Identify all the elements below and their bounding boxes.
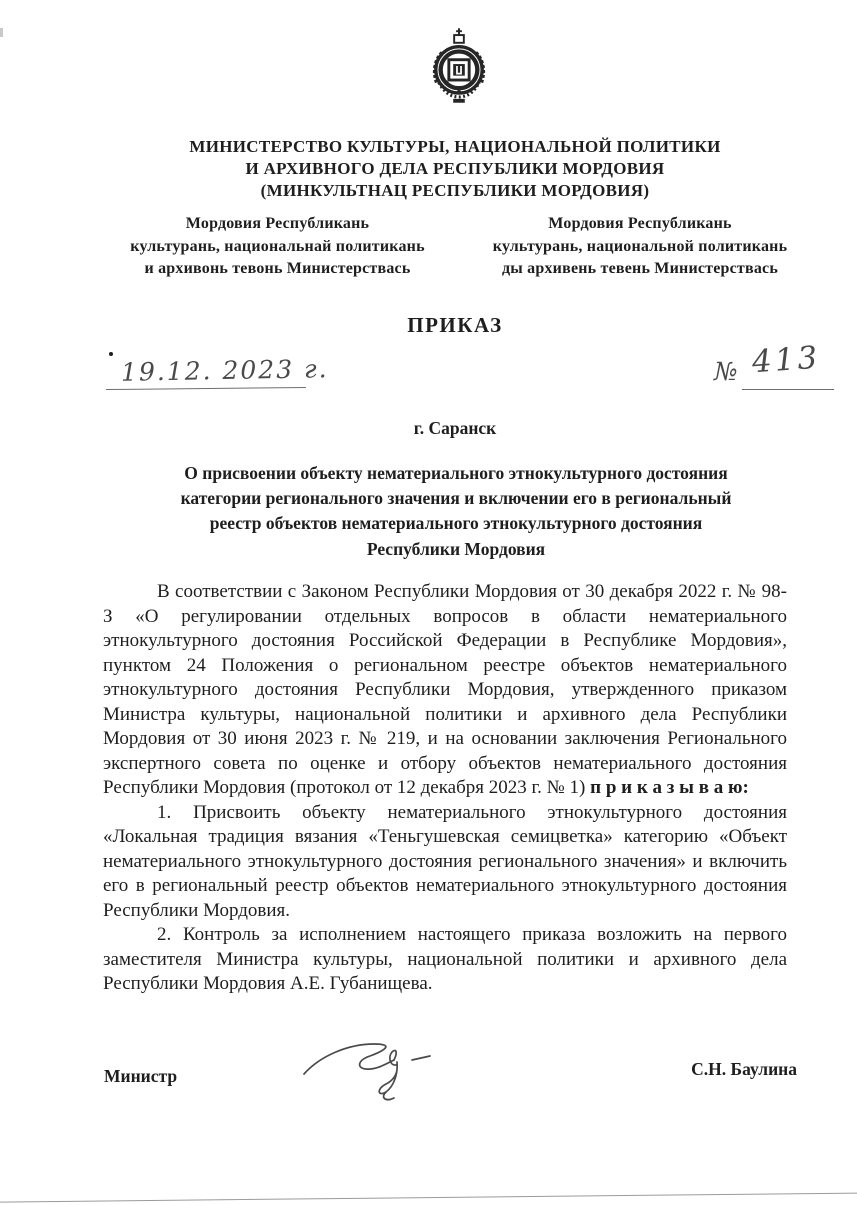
preamble-text: В соответствии с Законом Республики Мордовия от 30 декабря 2022 г. № 98-З «О регулировании отдельных вопросов в области нематериального этнокультурного достояния Российской Федерации в Республике Мордовия», пунктом 24 Положения о региональном реестре объектов нематериального этнокультурного достояния Республики Мордовия, утвержденного приказом Министра культуры, национальной политики и архивного дела Республики Мордовия от 30 июня 2023 г. № 219, и на основании заключения Регионального экспертного совета по оценке и отбору объектов нематериального достояния Республики Мордовия (протокол от 12 декабря 2023 г. № 1) bbox=[103, 581, 787, 798]
moksha-name-line: и архивонь тевонь Министерствась bbox=[144, 260, 411, 277]
document-type-heading: ПРИКАЗ bbox=[407, 313, 503, 337]
mordovia-coat-of-arms-icon bbox=[430, 26, 488, 106]
erzya-name-line: культурань, национальной политикань bbox=[492, 237, 788, 255]
moksha-name-line: Мордовия Республикань bbox=[185, 215, 370, 232]
order-title-line: О присвоении объекту нематериального этнокультурного достояния bbox=[184, 463, 728, 483]
erzya-name-line: ды архивень тевень Министерствась bbox=[502, 260, 778, 277]
order-title-line: Республики Мордовия bbox=[366, 538, 546, 559]
ministry-name-line: МИНИСТЕРСТВО КУЛЬТУРЫ, НАЦИОНАЛЬНОЙ ПОЛИТИКИ bbox=[189, 137, 721, 156]
order-item-1: 1. Присвоить объекту нематериального этнокультурного достояния «Локальная традиция вязания «Теньгушевская семицветка» категорию «Объект нематериального этнокультурного достояния регионального значения» и включить его в региональный реестр объектов нематериального этнокультурного достояния Республики Мордовия. bbox=[103, 801, 787, 921]
handwritten-date: 19.12. 2023 г. bbox=[120, 354, 329, 387]
erzya-name-line: Мордовия Республикань bbox=[548, 215, 732, 232]
preamble-paragraph bbox=[103, 580, 787, 801]
signatory-name: С.Н. Баулина bbox=[691, 1059, 797, 1079]
ministry-name-line: И АРХИВНОГО ДЕЛА РЕСПУБЛИКИ МОРДОВИЯ bbox=[245, 159, 665, 178]
page-edge-scan-line bbox=[0, 1192, 857, 1202]
number-underline bbox=[742, 389, 834, 390]
signatory-position: Министр bbox=[104, 1066, 178, 1086]
order-title-line: реестр объектов нематериального этнокультурного достояния bbox=[209, 513, 703, 534]
ministry-name-block bbox=[100, 136, 810, 202]
moksha-name-column bbox=[95, 213, 460, 281]
order-body bbox=[103, 580, 787, 997]
date-underline bbox=[106, 387, 306, 390]
city-line: г. Саранск bbox=[413, 418, 497, 438]
handwritten-order-number: 413 bbox=[750, 339, 822, 381]
order-title bbox=[100, 461, 812, 562]
erzya-name-column bbox=[460, 213, 820, 281]
order-item-2: 2. Контроль за исполнением настоящего приказа возложить на первого заместителя Министра культуры, национальной политики и архивного дела Республики Мордовия А.Е. Губанищева. bbox=[103, 924, 787, 994]
moksha-name-line: культурань, национальнай политикань bbox=[130, 237, 425, 255]
order-title-line: категории регионального значения и включении его в региональный bbox=[180, 488, 732, 509]
number-sign: № bbox=[714, 357, 738, 386]
prikazyvayu-keyword: п р и к а з ы в а ю: bbox=[590, 777, 749, 798]
ministry-name-line: (МИНКУЛЬТНАЦ РЕСПУБЛИКИ МОРДОВИЯ) bbox=[260, 181, 650, 200]
minister-signature bbox=[300, 1032, 460, 1112]
scan-artifact-speck bbox=[0, 28, 3, 37]
pen-dot-artifact bbox=[109, 352, 113, 356]
